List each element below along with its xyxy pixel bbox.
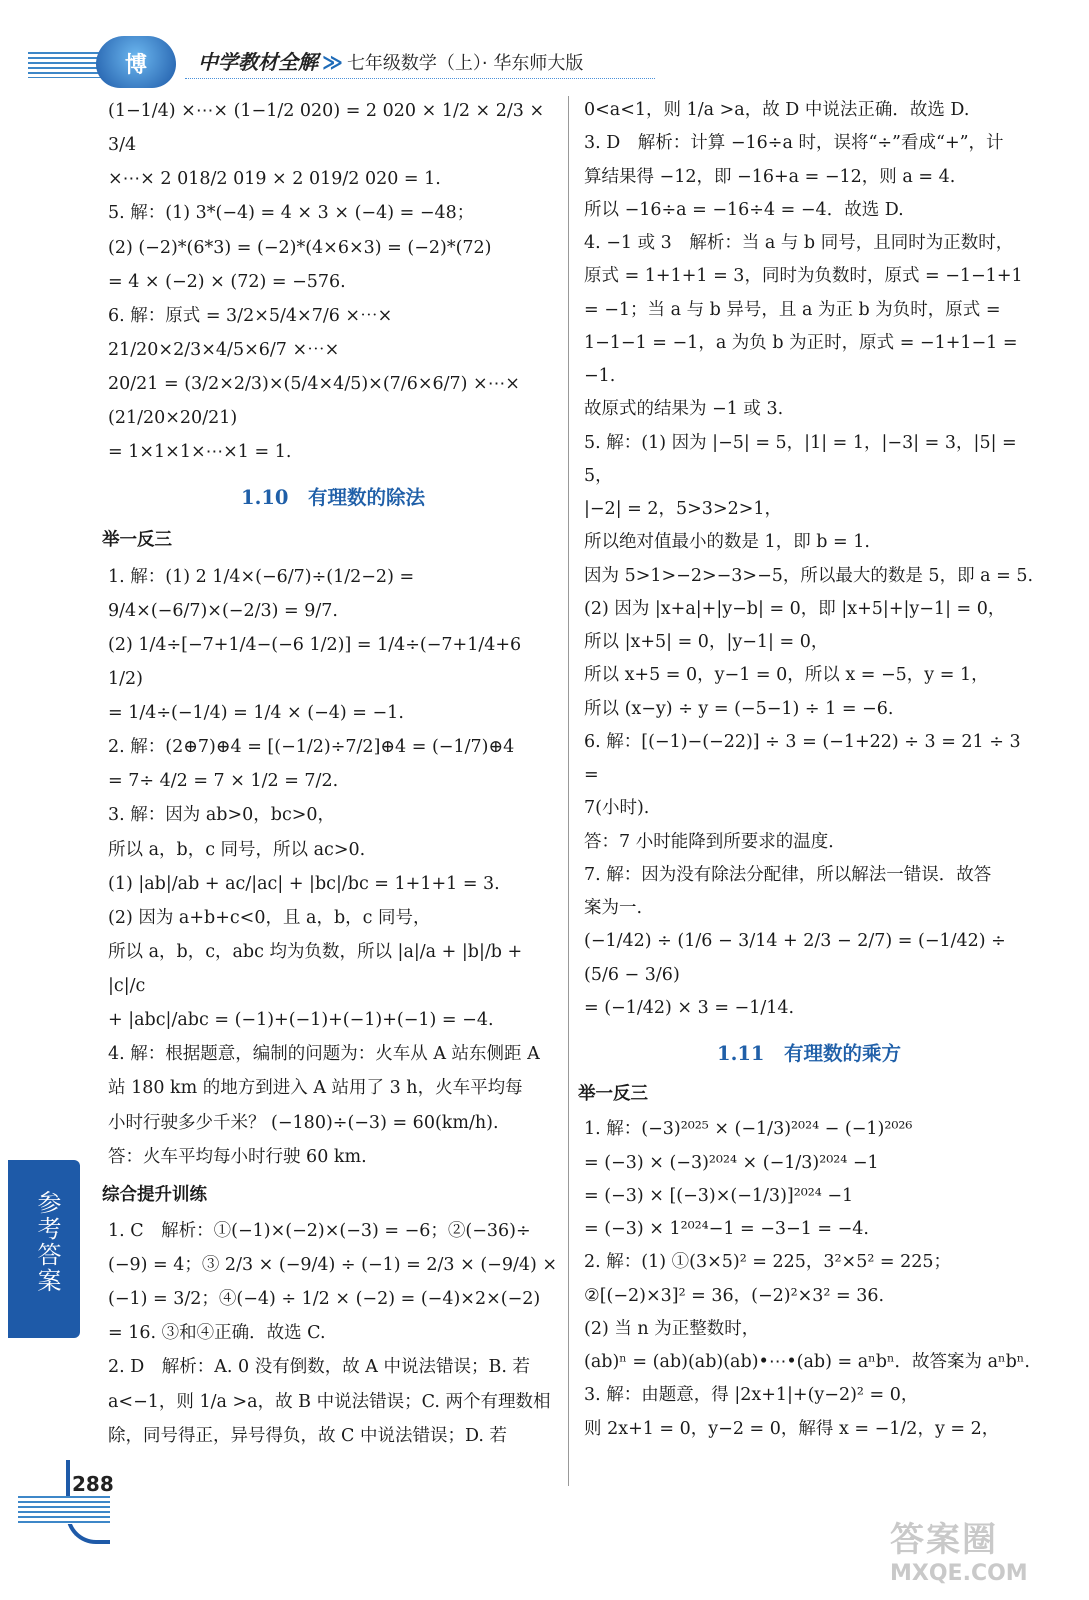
subsection-heading: 综合提升训练: [102, 1184, 207, 1205]
answer-line: a<−1，则 1/a >a，故 B 中说法错误；C. 两个有理数相: [108, 1391, 551, 1412]
answer-line: 7. 解：因为没有除法分配律，所以解法一错误．故答: [584, 864, 992, 885]
answer-line: 因为 5>1>−2>−3>−5，所以最大的数是 5，即 a = 5.: [584, 565, 1034, 586]
answer-line: 除，同号得正，异号得负，故 C 中说法错误；D. 若: [108, 1425, 508, 1446]
answer-line: (2) (−2)*(6*3) = (−2)*(4×6×3) = (−2)*(72): [108, 237, 492, 258]
watermark-text: 答案圈: [890, 1520, 998, 1560]
answer-line: ②[(−2)×3]² = 36，(−2)²×3² = 36.: [584, 1285, 885, 1306]
subsection-heading: 举一反三: [578, 1084, 648, 1105]
answer-line: (2) 因为 a+b+c<0，且 a，b，c 同号，: [108, 907, 431, 928]
book-title: 中学教材全解: [198, 50, 318, 74]
answer-line: 1. 解：(1) 2 1/4×(−6/7)÷(1/2−2) = 9/4×(−6/7)×(−2/3) = 9/7.: [108, 566, 420, 621]
column-divider: [568, 96, 569, 1486]
answer-line: (2) 1/4÷[−7+1/4−(−6 1/2)] = 1/4÷(−7+1/4+6 1/2): [108, 634, 527, 689]
answer-line: 3. 解：由题意，得 |2x+1|+(y−2)² = 0，: [584, 1385, 919, 1406]
answer-line: 7(小时).: [584, 798, 650, 819]
answer-line: = (−3) × [(−3)×(−1/3)]²⁰²⁴ −1: [584, 1185, 854, 1206]
answer-line: 所以 a，b，c，abc 均为负数，所以 |a|/a + |b|/b + |c|/c: [108, 941, 528, 997]
answer-line: 6. 解：[(−1)−(−22)] ÷ 3 = (−1+22) ÷ 3 = 21 ÷ 3 =: [584, 731, 1027, 785]
answer-line: (ab)ⁿ = (ab)(ab)(ab)•⋯•(ab) = aⁿbⁿ．故答案为 aⁿbⁿ.: [584, 1352, 1030, 1373]
answer-line: 则 2x+1 = 0，y−2 = 0，解得 x = −1/2，y = 2，: [584, 1418, 1000, 1439]
answer-line: (1) |ab|/ab + ac/|ac| + |bc|/bc = 1+1+1 = 3.: [108, 873, 500, 894]
answer-line: = 1×1×1×⋯×1 = 1.: [108, 442, 292, 463]
answer-line: 小时行驶多少千米？ (−180)÷(−3) = 60(km/h).: [108, 1112, 499, 1133]
answer-line: ×⋯× 2 018/2 019 × 2 019/2 020 = 1.: [108, 169, 441, 190]
book-logo-icon: 博: [96, 36, 176, 88]
answer-line: 所以 −16÷a = −16÷4 = −4．故选 D.: [584, 199, 904, 220]
book-subtitle: 七年级数学（上）· 华东师大版: [346, 53, 584, 74]
answer-line: (−1) = 3/2；④(−4) ÷ 1/2 × (−2) = (−4)×2×(−2): [108, 1289, 541, 1310]
answer-line: 所以 |x+5| = 0，|y−1| = 0，: [584, 632, 829, 652]
answer-line: = 4 × (−2) × (72) = −576.: [108, 271, 346, 292]
answer-line: 4. −1 或 3 解析：当 a 与 b 同号，且同时为正数时，: [584, 233, 1014, 253]
answer-line: 5. 解：(1) 因为 |−5| = 5，|1| = 1，|−3| = 3，|5| = 5，: [584, 432, 1023, 486]
answer-line: 所以 x+5 = 0，y−1 = 0，所以 x = −5，y = 1，: [584, 665, 989, 686]
answer-line: 5. 解：(1) 3*(−4) = 4 × 3 × (−4) = −48；: [108, 203, 475, 224]
page-number: 288: [72, 1472, 114, 1496]
answer-line: 原式 = 1+1+1 = 3，同时为负数时，原式 = −1−1+1: [584, 266, 1023, 287]
answer-line: 6. 解：原式 = 3/2×5/4×7/6 ×⋯× 21/20×2/3×4/5×6/7 ×⋯×: [108, 305, 398, 360]
answer-line: 所以 a，b，c 同号，所以 ac>0.: [108, 839, 366, 860]
answer-line: 所以 (x−y) ÷ y = (−5−1) ÷ 1 = −6.: [584, 698, 894, 719]
header-rule: [185, 78, 655, 79]
answer-line: 3. 解：因为 ab>0，bc>0，: [108, 805, 336, 826]
answer-line: 3. D 解析：计算 −16÷a 时，误将“÷”看成“+”，计: [584, 133, 1004, 154]
answer-line: 所以绝对值最小的数是 1，即 b = 1.: [584, 532, 870, 553]
answer-line: = (−3) × 1²⁰²⁴−1 = −3−1 = −4.: [584, 1219, 869, 1240]
answer-line: = 7÷ 4/2 = 7 × 1/2 = 7/2.: [108, 771, 339, 792]
answer-line: (1−1/4) ×⋯× (1−1/2 020) = 2 020 × 1/2 × 2/3 × 3/4: [108, 101, 550, 156]
answer-line: = (−3) × (−3)²⁰²⁴ × (−1/3)²⁰²⁴ −1: [584, 1152, 879, 1173]
answer-line: 2. 解：(1) ①(3×5)² = 225，3²×5² = 225；: [584, 1252, 952, 1273]
watermark: [890, 1512, 1070, 1592]
answer-line: = 1/4÷(−1/4) = 1/4 × (−4) = −1.: [108, 703, 404, 724]
header-title: [198, 46, 583, 75]
page-header: [0, 0, 1089, 92]
answer-line: 站 180 km 的地方到进入 A 站用了 3 h，火车平均每: [108, 1078, 523, 1099]
answer-line: 答：7 小时能降到所要求的温度．: [584, 831, 846, 852]
answer-line: 20/21 = (3/2×2/3)×(5/4×4/5)×(7/6×6/7) ×⋯× (21/20×20/21): [108, 374, 526, 429]
side-tab-answers: 参考答案: [8, 1160, 80, 1338]
answer-line: 1. C 解析：①(−1)×(−2)×(−3) = −6；②(−36)÷: [108, 1220, 531, 1241]
answer-line: 故原式的结果为 −1 或 3.: [584, 399, 784, 420]
answer-line: 答：火车平均每小时行驶 60 km.: [108, 1146, 367, 1167]
section-heading: 1.10 有理数的除法: [241, 486, 425, 510]
answer-line: 2. 解：(2⊕7)⊕4 = [(−1/2)÷7/2]⊕4 = (−1/7)⊕4: [108, 737, 515, 758]
answer-line: (−9) = 4；③ 2/3 × (−9/4) ÷ (−1) = 2/3 × (−9/4) ×: [108, 1255, 558, 1276]
answer-line: (−1/42) ÷ (1/6 − 3/14 + 2/3 − 2/7) = (−1/42) ÷ (5/6 − 3/6): [584, 931, 1012, 985]
answer-line: |−2| = 2，5>3>2>1，: [584, 499, 783, 519]
header-separator: ≫: [322, 50, 343, 74]
subsection-heading: 举一反三: [102, 530, 172, 551]
answer-line: = −1；当 a 与 b 异号，且 a 为正 b 为负时，原式 =: [584, 299, 1001, 320]
answer-line: 算结果得 −12，即 −16+a = −12，则 a = 4.: [584, 166, 956, 187]
answer-line: (2) 当 n 为正整数时，: [584, 1318, 760, 1339]
answer-line: = (−1/42) × 3 = −1/14.: [584, 997, 795, 1018]
answer-line: + |abc|/abc = (−1)+(−1)+(−1)+(−1) = −4.: [108, 1010, 494, 1031]
right-column: [578, 94, 1034, 1446]
watermark-url: MXQE.COM: [890, 1561, 1028, 1586]
section-heading: 1.11 有理数的乘方: [717, 1042, 901, 1065]
left-column: [102, 94, 558, 1453]
footer-stripes: [18, 1496, 110, 1524]
answer-line: (2) 因为 |x+a|+|y−b| = 0，即 |x+5|+|y−1| = 0，: [584, 598, 1006, 619]
answer-line: 2. D 解析：A. 0 没有倒数，故 A 中说法错误；B. 若: [108, 1357, 530, 1378]
answer-line: 案为一.: [584, 898, 643, 918]
answer-line: 1−1−1 = −1，a 为负 b 为正时，原式 = −1+1−1 = −1.: [584, 332, 1024, 386]
answer-line: 0<a<1，则 1/a >a，故 D 中说法正确．故选 D.: [584, 100, 970, 120]
answer-line: = 16. ③和④正确．故选 C.: [108, 1323, 326, 1344]
answer-line: 4. 解：根据题意，编制的问题为：火车从 A 站东侧距 A: [108, 1044, 540, 1065]
answer-line: 1. 解：(−3)²⁰²⁵ × (−1/3)²⁰²⁴ − (−1)²⁰²⁶: [584, 1119, 913, 1140]
